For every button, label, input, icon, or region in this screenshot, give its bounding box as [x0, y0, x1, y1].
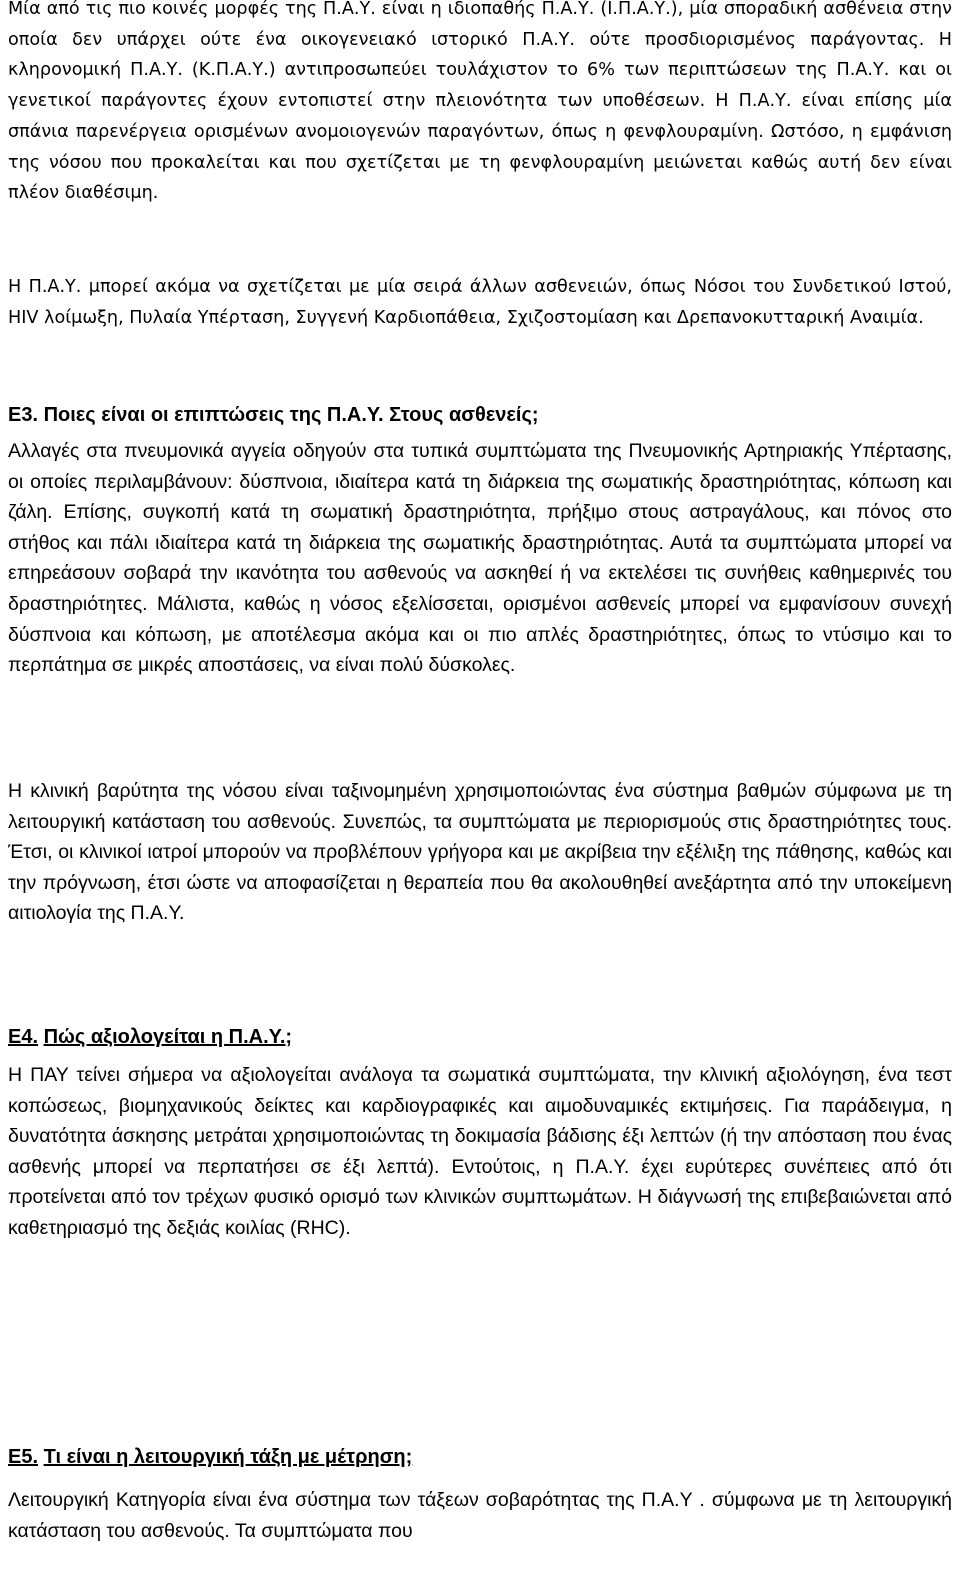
- heading-e4-number: Ε4.: [8, 1026, 39, 1048]
- paragraph-idiopathic-pah: Μία από τις πιο κοινές μορφές της Π.Α.Υ. είναι η ιδιοπαθής Π.Α.Υ. (Ι.Π.Α.Υ.), μία σποραδική ασθένεια στην οποία δεν υπάρχει ούτε ένα οικογενειακό ιστορικό Π.Α.Υ. ούτε προσδιορισμένος παράγοντας. Η κληρονομική Π.Α.Υ. (Κ.Π.Α.Υ.) αντιπροσωπεύει τουλάχιστον το 6% των περιπτώσεων της Π.Α.Υ. και οι γενετικοί παράγοντες έχουν εντοπιστεί στην πλειονότητα των υποθέσεων. Η Π.Α.Υ. είναι επίσης μία σπάνια παρενέργεια ορισμένων ανομοιογενών παραγόντων, όπως η φενφλουραμίνη. Ωστόσο, η εμφάνιση της νόσου που προκαλείται και που σχετίζεται με τη φενφλουραμίνη μειώνεται καθώς αυτή δεν είναι πλέον διαθέσιμη.: [8, 0, 952, 204]
- paragraph-clinical-severity: Η κλινική βαρύτητα της νόσου είναι ταξινομημένη χρησιμοποιώντας ένα σύστημα βαθμών σύμφωνα με τη λειτουργική κατάσταση του ασθενούς. Συνεπώς, τα συμπτώματα με περιορισμούς στις δραστηριότητες τους. Έτσι, οι κλινικοί ιατροί μπορούν να προβλέπουν γρήγορα και με ακρίβεια την εξέλιξη της πάθησης, καθώς και την πρόγνωση, έτσι ώστε να αποφασίζεται η θεραπεία που θα ακολουθηθεί ανεξάρτητα από την υποκείμενη αιτιολογία της Π.Α.Υ.: [8, 780, 952, 925]
- heading-e3-text: Ποιες είναι οι επιπτώσεις της Π.Α.Υ. Στους ασθενείς;: [43, 404, 539, 426]
- paragraph-symptoms: Αλλαγές στα πνευμονικά αγγεία οδηγούν στα τυπικά συμπτώματα της Πνευμονικής Αρτηριακής Υπέρτασης, οι οποίες περιλαμβάνουν: δύσπνοια, ιδιαίτερα κατά τη διάρκεια της σωματικής δραστηριότητας, κόπωση και ζάλη. Επίσης, συγκοπή κατά τη σωματική δραστηριότητα, πρήξιμο στους αστραγάλους, και πόνος στο στήθος και πάλι ιδιαίτερα κατά τη διάρκεια της σωματικής δραστηριότητας. Αυτά τα συμπτώματα μπορεί να επηρεάσουν σοβαρά την ικανότητα του ασθενούς να ασκηθεί ή να εκτελέσει τις συνήθεις καθημερινές του δραστηριότητες. Μάλιστα, καθώς η νόσος εξελίσσεται, ορισμένοι ασθενείς μπορεί να εμφανίσουν συνεχή δύσπνοια και κόπωση, με αποτέλεσμα ακόμα και οι πιο απλές δραστηριότητες, όπως το ντύσιμο και το περπάτημα σε μικρές αποστάσεις, να είναι πολύ δύσκολες.: [8, 440, 952, 677]
- heading-e4-text: Πώς αξιολογείται η Π.Α.Υ.;: [43, 1026, 293, 1048]
- heading-e3-number: Ε3.: [8, 404, 39, 426]
- paragraph-associated-diseases: Η Π.Α.Υ. μπορεί ακόμα να σχετίζεται με μία σειρά άλλων ασθενειών, όπως Νόσοι του Συνδετικού Ιστού, HIV λοίμωξη, Πυλαία Υπέρταση, Συγγενή Καρδιοπάθεια, Σχιζοστομίαση και Δρεπανοκυτταρική Αναιμία.: [8, 277, 952, 328]
- heading-e5-number: Ε5.: [8, 1446, 39, 1468]
- heading-e5-text: Τι είναι η λειτουργική τάξη με μέτρηση;: [43, 1446, 413, 1468]
- heading-e5: [8, 1442, 952, 1472]
- paragraph-functional-class: Λειτουργική Κατηγορία είναι ένα σύστημα των τάξεων σοβαρότητας της Π.Α.Υ . σύμφωνα με τη λειτουργική κατάσταση του ασθενούς. Τα συμπτώματα που: [8, 1489, 952, 1542]
- heading-e4: [8, 1022, 952, 1052]
- heading-e3: [8, 400, 952, 430]
- paragraph-assessment: Η ΠΑΥ τείνει σήμερα να αξιολογείται ανάλογα τα σωματικά συμπτώματα, την κλινική αξιολόγηση, ένα τεστ κοπώσεως, βιομηχανικούς δείκτες και καρδιογραφικές και αιμοδυναμικές εκτιμήσεις. Για παράδειγμα, η δυνατότητα άσκησης μετράται χρησιμοποιώντας τη δοκιμασία βάδισης έξι λεπτών (ή την απόσταση που ένας ασθενής μπορεί να περπατήσει σε έξι λεπτά). Εντούτοις, η Π.Α.Υ. έχει ευρύτερες συνέπειες από ότι προτείνεται από τον τρέχων φυσικό ορισμό των κλινικών συμπτωμάτων. Η διάγνωσή της επιβεβαιώνεται από καθετηριασμό της δεξιάς κοιλίας (RHC).: [8, 1064, 952, 1239]
